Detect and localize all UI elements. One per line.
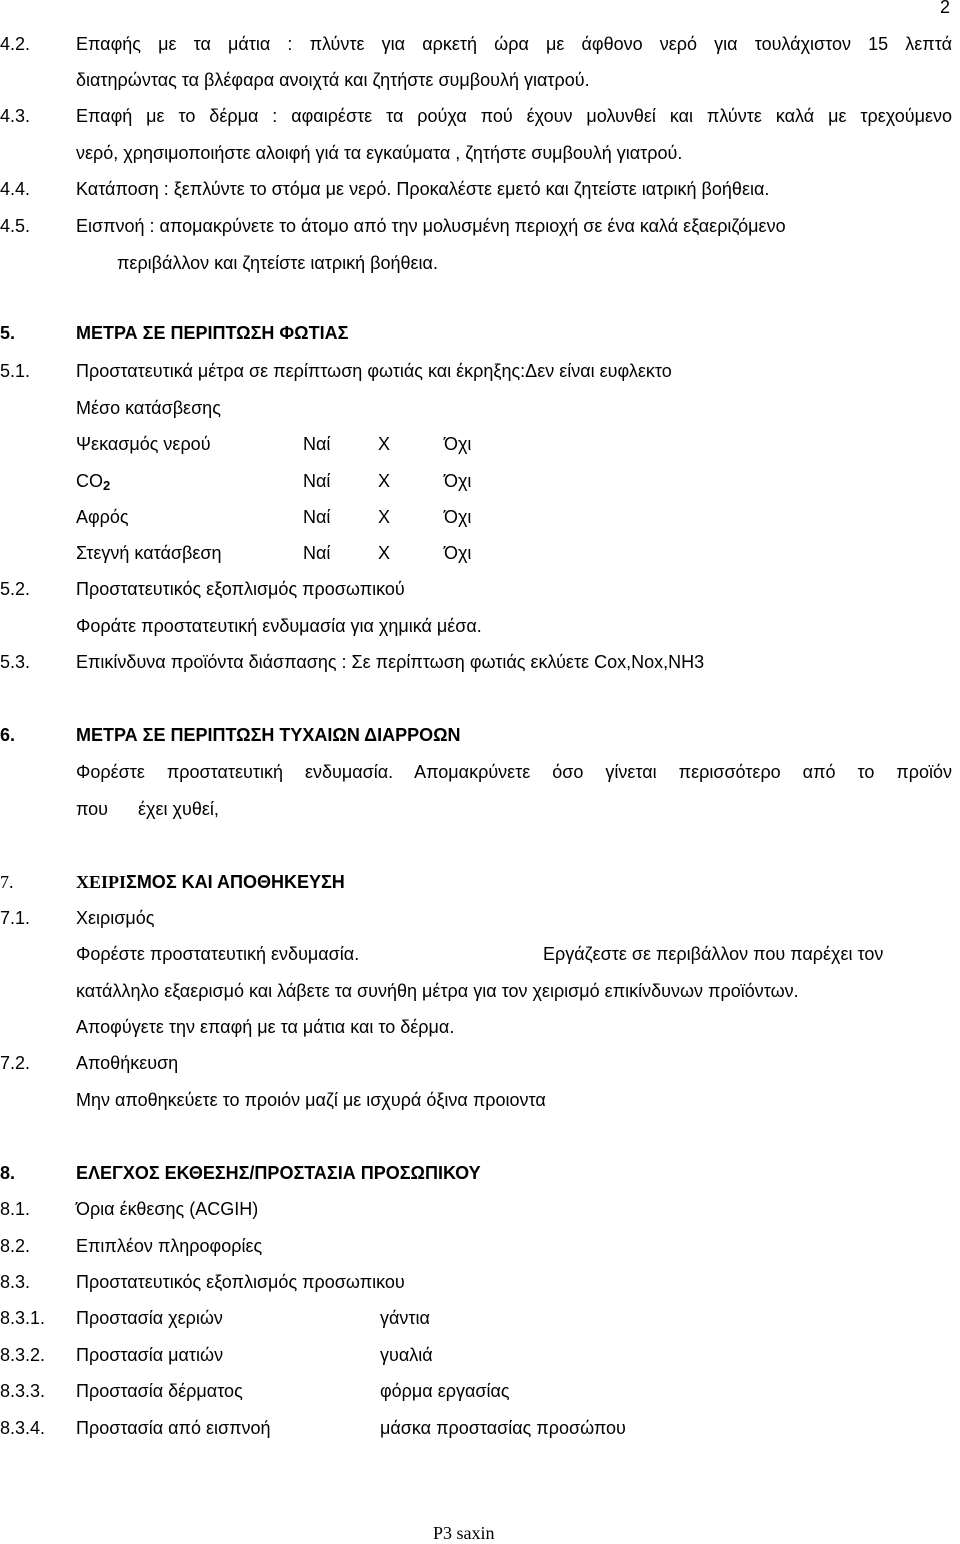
item-number-4-4: 4.4.: [0, 179, 31, 199]
section-title-7: [76, 871, 345, 893]
page-number: 2: [940, 0, 951, 17]
item-number-5-1: 5.1.: [0, 361, 31, 381]
text-7-2-heading: Αποθήκευση: [76, 1053, 179, 1073]
item-number-5-3: 5.3.: [0, 652, 31, 672]
item-number-8-2: 8.2.: [0, 1236, 31, 1256]
text-7-1-line3: Αποφύγετε την επαφή με τα μάτια και το δέρμα.: [76, 1017, 455, 1037]
item-number-4-5: 4.5.: [0, 216, 31, 236]
protection-equipment: φόρμα εργασίας: [380, 1381, 510, 1401]
protection-type: Προστασία από εισπνοή: [76, 1418, 271, 1438]
section-number-5: 5.: [0, 323, 16, 343]
media-no: Όχι: [444, 434, 472, 454]
media-name: $CO_2$: [76, 471, 111, 493]
section-title-7-part-b: ΣΜΟΣ ΚΑΙ ΑΠΟΘΗΚΕΥΣΗ: [126, 872, 345, 892]
section-title-8: ΕΛΕΓΧΟΣ ΕΚΘΕΣΗΣ/ΠΡΟΣΤΑΣΙΑ ΠΡΟΣΩΠΙΚΟΥ: [76, 1163, 481, 1183]
item-number-5-2: 5.2.: [0, 579, 31, 599]
media-yes: Ναί: [303, 434, 331, 454]
media-name: Αφρός: [76, 507, 129, 527]
media-name: Στεγνή κατάσβεση: [76, 543, 222, 563]
media-no: Όχι: [444, 507, 472, 527]
media-mark: X: [378, 471, 391, 491]
text-7-1-heading: Χειρισμός: [76, 908, 155, 928]
text-4-3-line1: Επαφή με το δέρμα : αφαιρέστε τα ρούχα πού έχουν μολυνθεί και πλύντε καλά με τρεχούμενο: [76, 106, 952, 126]
media-no: Όχι: [444, 543, 472, 563]
text-7-1-line1b: Εργάζεστε σε περιβάλλον που παρέχει τον: [543, 944, 884, 964]
item-number-7-2: 7.2.: [0, 1053, 31, 1073]
text-4-3-line2: νερό, χρησιμοποιήστε αλοιφή γιά τα εγκαύματα , ζητήστε συμβουλή γιατρού.: [76, 143, 683, 163]
section-title-6: ΜΕΤΡΑ ΣΕ ΠΕΡΙΠΤΩΣΗ ΤΥΧΑΙΩΝ ΔΙΑΡΡΟΩΝ: [76, 725, 461, 745]
protection-type: Προστασία δέρματος: [76, 1381, 243, 1401]
text-5-1: Προστατευτικά μέτρα σε περίπτωση φωτιάς και έκρηξης:Δεν είναι ευφλεκτο: [76, 361, 672, 381]
section-number-8: 8.: [0, 1163, 16, 1183]
text-4-4: Κατάποση : ξεπλύντε το στόμα με νερό. Προκαλέστε εμετό και ζητείστε ιατρική βοήθεια.: [76, 179, 770, 199]
section-number-7: 7.: [0, 872, 14, 892]
subscript: 2: [103, 478, 111, 493]
text-4-5-line1: Εισπνοή : απομακρύνετε το άτομο από την μολυσμένη περιοχή σε ένα καλά εξαεριζόμενο: [76, 216, 786, 236]
item-number-7-1: 7.1.: [0, 908, 31, 928]
protection-type: Προστασία ματιών: [76, 1345, 224, 1365]
item-number-8-3: 8.3.: [0, 1272, 31, 1292]
text-4-2-line2: διατηρώντας τα βλέφαρα ανοιχτά και ζητήστε συμβουλή γιατρού.: [76, 70, 590, 90]
protection-equipment: γυαλιά: [380, 1345, 433, 1365]
media-mark: X: [378, 507, 391, 527]
text-4-2-line1: Επαφής με τα μάτια : πλύντε για αρκετή ώρα με άφθονο νερό για τουλάχιστον 15 λεπτά: [76, 34, 952, 54]
media-no: Όχι: [444, 471, 472, 491]
protection-equipment: μάσκα προστασίας προσώπου: [380, 1418, 626, 1438]
media-yes: Ναί: [303, 471, 331, 491]
text-4-5-line2: περιβάλλον και ζητείστε ιατρική βοήθεια.: [117, 253, 438, 273]
page-footer: P3 saxin: [433, 1523, 495, 1543]
item-number-8-1: 8.1.: [0, 1199, 31, 1219]
text-5-2-detail: Φοράτε προστατευτική ενδυμασία για χημικά μέσα.: [76, 616, 482, 636]
text-5-2: Προστατευτικός εξοπλισμός προσωπικού: [76, 579, 405, 599]
text-5-3: Επικίνδυνα προϊόντα διάσπασης : Σε περίπτωση φωτιάς εκλύετε Cox,Nox,NH3: [76, 652, 705, 672]
text-8-1: Όρια έκθεσης (ACGIH): [76, 1199, 259, 1219]
media-yes: Ναί: [303, 543, 331, 563]
text-6-line2: που έχει χυθεί,: [76, 799, 219, 819]
text-6-line1: Φορέστε προστατευτική ενδυμασία. Απομακρύνετε όσο γίνεται περισσότερο από το προϊόν: [76, 762, 952, 782]
protection-number: 8.3.2.: [0, 1345, 46, 1365]
media-name: Ψεκασμός νερού: [76, 434, 211, 454]
protection-number: 8.3.4.: [0, 1418, 46, 1438]
text-7-1-line1a: Φορέστε προστατευτική ενδυμασία.: [76, 944, 360, 964]
section-title-7-part-a: ΧΕΙΡΙ: [76, 872, 127, 892]
item-number-4-3: 4.3.: [0, 106, 31, 126]
text-8-2: Επιπλέον πληροφορίες: [76, 1236, 263, 1256]
protection-number: 8.3.3.: [0, 1381, 46, 1401]
section-number-6: 6.: [0, 725, 16, 745]
media-mark: X: [378, 543, 391, 563]
protection-number: 8.3.1.: [0, 1308, 46, 1328]
text-7-2-detail: Μην αποθηκεύετε το προιόν μαζί με ισχυρά όξινα προιοντα: [76, 1090, 546, 1110]
section-title-5: ΜΕΤΡΑ ΣΕ ΠΕΡΙΠΤΩΣΗ ΦΩΤΙΑΣ: [76, 323, 349, 343]
protection-type: Προστασία χεριών: [76, 1308, 223, 1328]
protection-equipment: γάντια: [380, 1308, 430, 1328]
text-7-1-line2: κατάλληλο εξαερισμό και λάβετε τα συνήθη μέτρα για τον χειρισμό επικίνδυνων προϊόντων.: [76, 981, 799, 1001]
text-8-3: Προστατευτικός εξοπλισμός προσωπικου: [76, 1272, 405, 1292]
media-mark: X: [378, 434, 391, 454]
item-number-4-2: 4.2.: [0, 34, 31, 54]
media-yes: Ναί: [303, 507, 331, 527]
extinguishing-media-heading: Μέσο κατάσβεσης: [76, 398, 221, 418]
